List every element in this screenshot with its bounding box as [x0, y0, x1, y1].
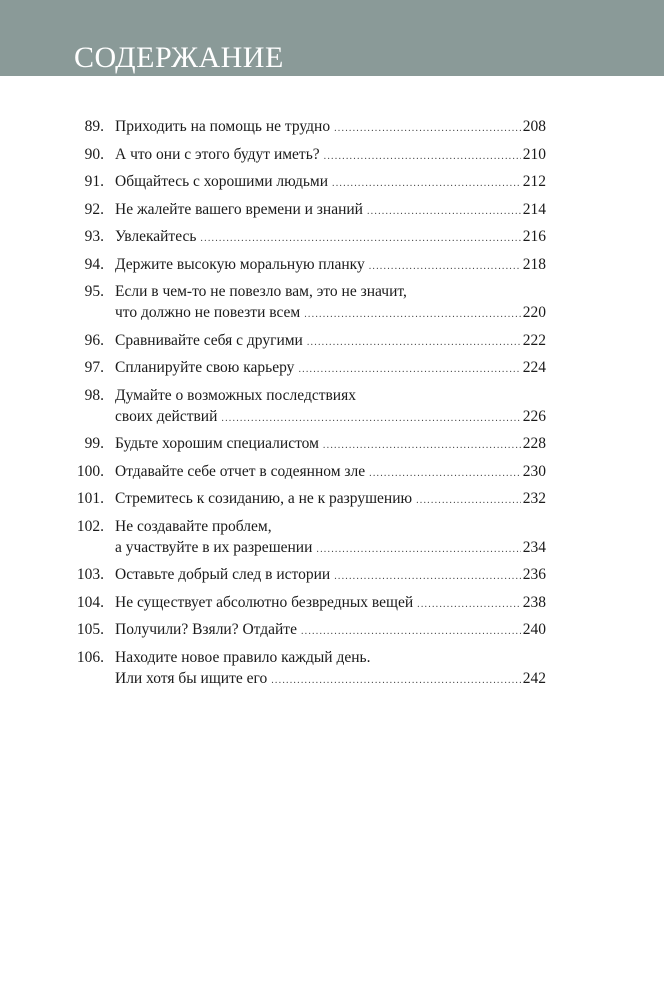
toc-entry-number: 104.: [76, 593, 104, 611]
dot-leader: [304, 304, 521, 325]
toc-entry-body: [115, 488, 546, 511]
dot-leader: [301, 621, 521, 642]
toc-entry-last-line: [115, 226, 546, 249]
toc-entry-body: [115, 254, 546, 277]
toc-entry-page-number: 236: [522, 566, 546, 583]
toc-entry-last-line: [115, 488, 546, 511]
toc-entry-title: Общайтесь с хорошими людьми: [115, 173, 329, 190]
toc-entry-number: 98.: [84, 386, 104, 404]
toc-entry-title: А что они с этого будут иметь?: [115, 145, 320, 163]
toc-entry-body: [115, 619, 546, 642]
dot-leader: [324, 146, 521, 167]
toc-entry-title: что должно не повезти всем: [115, 304, 301, 321]
toc-entry-body: [115, 171, 546, 194]
toc-entry-last-line: [115, 254, 546, 277]
toc-entry-title: Будьте хорошим специалистом: [115, 435, 319, 452]
toc-entry-number: 95.: [84, 283, 104, 300]
toc-entry-title: Сравнивайте себя с другими: [115, 331, 303, 349]
toc-entry-number: 105.: [76, 621, 104, 638]
dot-leader: [369, 463, 521, 484]
dot-leader: [417, 594, 521, 615]
toc-entry-title: своих действий: [115, 407, 218, 425]
toc-entry-last-line: [115, 302, 546, 325]
toc-entry-body: [115, 516, 546, 560]
toc-entry-body: [115, 226, 546, 249]
toc-entry-last-line: [115, 357, 546, 380]
toc-entry[interactable]: [60, 330, 546, 353]
toc-entry-number: 101.: [76, 490, 104, 507]
toc-entry[interactable]: [60, 461, 546, 484]
table-of-contents: [0, 116, 664, 695]
toc-entry-last-line: [115, 144, 546, 167]
toc-entry-title: Не существует абсолютно безвредных вещей: [115, 593, 414, 611]
toc-entry-page-number: 226: [522, 407, 546, 425]
toc-entry[interactable]: [60, 281, 546, 325]
toc-entry-page-number: 234: [522, 538, 546, 556]
toc-entry[interactable]: [60, 357, 546, 380]
toc-entry-body: [115, 592, 546, 615]
toc-entry-title-line: Если в чем-то не повезло вам, это не значит,: [115, 283, 407, 300]
toc-entry-number: 90.: [84, 145, 104, 163]
toc-entry-page-number: 242: [522, 669, 546, 687]
toc-entry-number: 102.: [76, 517, 104, 535]
dot-leader: [323, 435, 521, 456]
toc-entry-last-line: [115, 433, 546, 456]
toc-entry-body: [115, 281, 546, 325]
toc-entry-number: 103.: [76, 566, 104, 583]
toc-entry-number: 89.: [84, 118, 104, 135]
toc-entry-title: Стремитесь к созиданию, а не к разрушению: [115, 490, 413, 507]
toc-entry-number: 97.: [84, 359, 104, 376]
dot-leader: [367, 201, 521, 222]
toc-entry-title: Приходить на помощь не трудно: [115, 118, 331, 135]
dot-leader: [200, 228, 520, 249]
toc-entry-title: Или хотя бы ищите его: [115, 669, 268, 687]
toc-entry[interactable]: [60, 144, 546, 167]
toc-entry-body: [115, 116, 546, 139]
toc-entry-number: 91.: [84, 173, 104, 190]
toc-entry-number: 106.: [76, 648, 104, 666]
toc-entry-last-line: [115, 564, 546, 587]
toc-entry-last-line: [115, 668, 546, 691]
toc-entry-title: Держите высокую моральную планку: [115, 255, 365, 273]
toc-entry-title: а участвуйте в их разрешении: [115, 538, 313, 556]
toc-entry-title-line: Находите новое правило каждый день.: [115, 648, 371, 666]
dot-leader: [316, 539, 520, 560]
toc-entry-title-line: Не создавайте проблем,: [115, 517, 272, 535]
toc-entry[interactable]: [60, 488, 546, 511]
toc-entry-page-number: 228: [522, 435, 546, 452]
toc-entry-last-line: [115, 406, 546, 429]
toc-entry-last-line: [115, 461, 546, 484]
toc-entry-page-number: 214: [522, 200, 546, 218]
toc-entry-last-line: [115, 116, 546, 139]
toc-entry-title: Получили? Взяли? Отдайте: [115, 621, 297, 638]
toc-entry-last-line: [115, 330, 546, 353]
toc-entry-body: [115, 330, 546, 353]
toc-entry[interactable]: [60, 199, 546, 222]
toc-entry-number: 93.: [84, 228, 104, 245]
toc-entry[interactable]: [60, 254, 546, 277]
toc-entry-body: [115, 564, 546, 587]
dot-leader: [334, 118, 521, 139]
toc-entry[interactable]: [60, 564, 546, 587]
toc-entry-body: [115, 647, 546, 691]
dot-leader: [416, 490, 521, 511]
dot-leader: [271, 670, 521, 691]
toc-entry-last-line: [115, 537, 546, 560]
toc-entry-number: 94.: [84, 255, 104, 273]
toc-entry-number: 99.: [84, 435, 104, 452]
toc-entry-title: Спланируйте свою карьеру: [115, 359, 295, 376]
toc-entry[interactable]: [60, 385, 546, 429]
toc-entry-title: Не жалейте вашего времени и знаний: [115, 200, 363, 218]
toc-entry-page-number: 220: [522, 304, 546, 321]
toc-entry-page-number: 210: [522, 145, 546, 163]
dot-leader: [332, 173, 521, 194]
toc-entry-page-number: 212: [522, 173, 546, 190]
toc-entry-page-number: 218: [522, 255, 546, 273]
toc-entry-title: Отдавайте себе отчет в содеянном зле: [115, 462, 366, 480]
header-band: [0, 0, 664, 76]
toc-entry-last-line: [115, 592, 546, 615]
toc-entry-number: 92.: [84, 200, 104, 218]
toc-entry-body: [115, 461, 546, 484]
dot-leader: [298, 359, 520, 380]
toc-entry[interactable]: [60, 433, 546, 456]
toc-entry-page-number: 232: [522, 490, 546, 507]
toc-entry-last-line: [115, 619, 546, 642]
toc-entry-title: Увлекайтесь: [115, 228, 197, 245]
dot-leader: [334, 566, 521, 587]
toc-entry-body: [115, 357, 546, 380]
toc-entry-page-number: 222: [522, 331, 546, 349]
toc-entry-number: 100.: [76, 462, 104, 480]
toc-entry[interactable]: [60, 592, 546, 615]
toc-entry-last-line: [115, 171, 546, 194]
toc-entry-body: [115, 385, 546, 429]
toc-entry-title-line: Думайте о возможных последствиях: [115, 386, 356, 404]
toc-entry[interactable]: [60, 516, 546, 560]
toc-entry-page-number: 224: [522, 359, 546, 376]
toc-entry-body: [115, 433, 546, 456]
toc-entry-page-number: 216: [522, 228, 546, 245]
toc-entry-last-line: [115, 199, 546, 222]
toc-entry-title: Оставьте добрый след в истории: [115, 566, 331, 583]
toc-entry-page-number: 230: [522, 462, 546, 480]
toc-entry-page-number: 208: [522, 118, 546, 135]
toc-entry[interactable]: [60, 226, 546, 249]
toc-entry-page-number: 238: [522, 593, 546, 611]
toc-entry-body: [115, 144, 546, 167]
toc-entry[interactable]: [60, 116, 546, 139]
dot-leader: [369, 256, 521, 277]
toc-entry-number: 96.: [84, 331, 104, 349]
toc-entry[interactable]: [60, 647, 546, 691]
toc-entry-body: [115, 199, 546, 222]
page-title: СОДЕРЖАНИЕ: [74, 41, 284, 74]
toc-entry[interactable]: [60, 171, 546, 194]
dot-leader: [221, 408, 520, 429]
toc-entry[interactable]: [60, 619, 546, 642]
toc-entry-page-number: 240: [522, 621, 546, 638]
dot-leader: [307, 332, 521, 353]
